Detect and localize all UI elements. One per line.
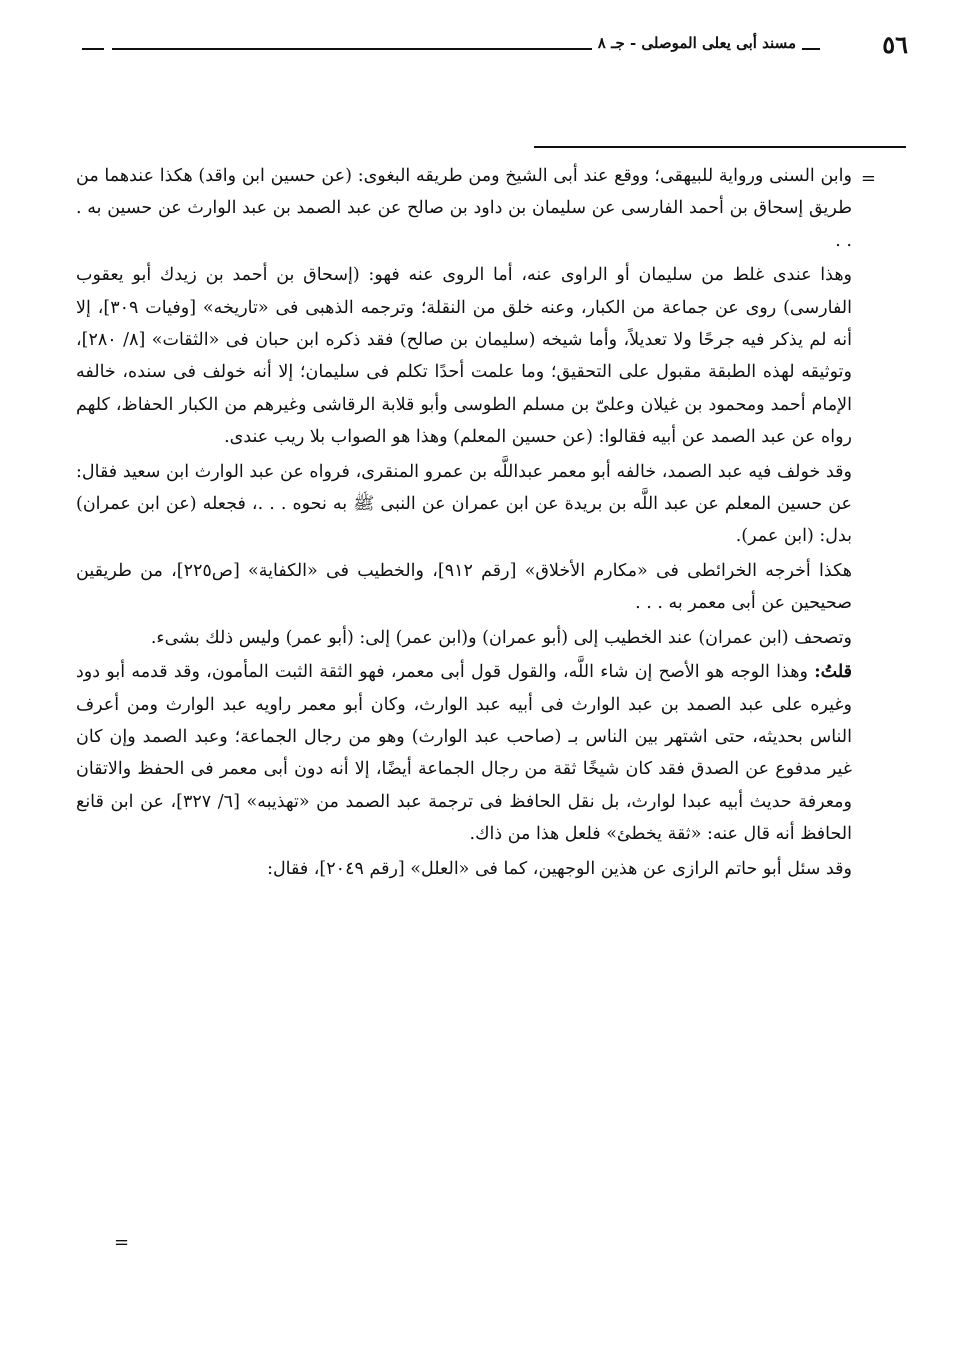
header-dash-left [82,48,104,50]
continuation-mark-bottom: = [114,1232,130,1253]
qult-text: وهذا الوجه هو الأصح إن شاء اللَّه، والقول قول أبى معمر، فهو الثقة الثبت المأمون، وقد قدمه أبو دود وغيره على عبد الصمد بن عبد الوارث فى أبيه عبد الوارث، وكان أبو معمر راويه عبد الوارث ومن أعرف الناس بحديثه، حتى اشتهر بين الناس بـ (صاحب عبد الوارث) وهو من رجال الجماعة؛ وعبد الصمد وإن كان غير مدفوع عن الصدق فقد كان شيخًا ثقة من رجال الجماعة أيضًا، إلا أنه دون أبى معمر فى الحفظ والاتقان ومعرفة حديث أبيه عبدا لوارث، بل نقل الحافظ فى ترجمة عبد الصمد من «تهذيبه» [٦/ ٣٢٧]، عن ابن قانع الحافظ أنه قال عنه: «ثقة يخطئ» فلعل هذا من ذاك. [76,662,852,845]
paragraph-last: وقد سئل أبو حاتم الرازى عن هذين الوجهين، كما فى «العلل» [رقم ٢٠٤٩]، فقال: [267,858,852,879]
paragraph-5: وتصحف (ابن عمران) عند الخطيب إلى (أبو عمران) و(ابن عمر) إلى: (أبو عمر) وليس ذلك بشىء. [150,627,852,648]
paragraph-qult [76,656,852,850]
footnote-body [76,160,852,887]
qult-lead: قلتُ: [814,662,852,683]
page-number: ٥٦ [882,30,908,59]
header-dash-right [802,48,820,50]
paragraph-2: وهذا عندى غلط من سليمان أو الراوى عنه، أما الروى عنه فهو: (إسحاق بن أحمد بن زيدك أبو يعقوب الفارسى) روى عن جماعة من الكبار، وعنه خلق من النقلة؛ وترجمه الذهبى فى «تاريخه» [وفيات ٣٠٩]، إلا أنه لم يذكر فيه جرحًا ولا تعديلاً، وأما شيخه (سليمان بن صالح) فقد ذكره ابن حبان فى «الثقات» [٨/ ٢٨٠]، وتوثيقه لهذه الطبقة مقبول على التحقيق؛ وما علمت أحدًا تكلم فى سليمان؛ إلا أنه خولف فى سنده، خالفه الإمام أحمد ومحمود بن غيلان وعلىّ بن مسلم الطوسى وأبو قلابة الرقاشى وغيرهم من الكبار الحفاظ، كلهم رواه عن عبد الصمد عن أبيه فقالوا: (عن حسين المعلم) وهذا هو الصواب بلا ريب عندى. [76,265,852,448]
paragraph-4: هكذا أخرجه الخرائطى فى «مكارم الأخلاق» [رقم ٩١٢]، والخطيب فى «الكفاية» [ص٢٢٥]، من طريقين صحيحين عن أبى معمر به . . . [76,560,852,614]
continuation-mark-top: = [860,168,876,189]
paragraph-3: وقد خولف فيه عبد الصمد، خالفه أبو معمر عبداللَّه بن عمرو المنقرى، فرواه عن عبد الوارث ابن سعيد فقال: عن حسين المعلم عن عبد اللَّه بن بريدة عن ابن عمران عن النبى ﷺ به نحوه . . .، فجعله (عن ابن عمران) بدل: (ابن عمر). [76,461,852,547]
footnote-separator [534,146,906,148]
paragraph-1: وابن السنى ورواية للبيهقى؛ ووقع عند أبى الشيخ ومن طريقه البغوى: (عن حسين ابن واقد) هكذا عندهما من طريق إسحاق بن أحمد الفارسى عن سليمان بن داود بن صالح عن عبد الصمد بن عبد الوارث عن حسين به . . . [76,166,852,251]
running-title: مسند أبى يعلى الموصلى - جـ ٨ [592,34,796,52]
page-header [42,28,908,64]
